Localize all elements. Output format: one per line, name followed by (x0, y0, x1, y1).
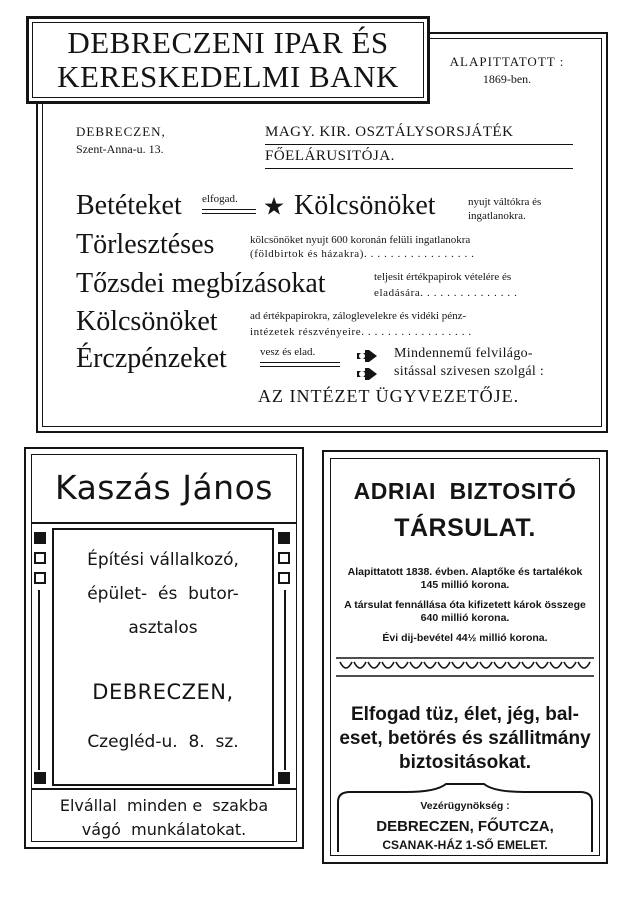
adriai-fact1-line1: Alapittatott 1838. évben. Alaptőke és tartalékok (347, 566, 583, 578)
adriai-agency-line1: DEBRECZEN, FŐUTCZA, (376, 818, 554, 835)
bank-street: Szent-Anna-u. 13. (76, 142, 164, 156)
bank-row2-note-line2: (földbirtok és házakra). . . . . . . . . . . . . . . . . (250, 248, 475, 260)
adriai-offer-line1: Elfogad tüz, élet, jég, bal- (350, 704, 580, 725)
row1-rule-b (202, 213, 256, 214)
bank-row2-main: Törlesztéses (76, 229, 215, 260)
adriai-offer-line3: biztositásokat. (399, 752, 531, 773)
kaszas-city: DEBRECZEN, (92, 680, 234, 704)
kaszas-line3: asztalos (128, 618, 198, 638)
ornament-band (336, 656, 594, 678)
bank-row2-note-line1: kölcsönöket nyujt 600 koronán felüli ingatlanokra (250, 234, 471, 246)
bank-row3-main: Tőzsdei megbízásokat (76, 268, 326, 299)
bank-row3-note-line1: teljesit értékpapirok vételére és (374, 271, 512, 283)
adriai-agency-line2: CSANAK-HÁZ 1-SŐ EMELET. (382, 838, 548, 852)
ornament-square-filled (34, 532, 46, 544)
pointing-hand-icon (356, 366, 378, 382)
ornament-square-filled (278, 772, 290, 784)
row5-rule-a (260, 362, 340, 363)
bank-founded-line1: ALAPITTATOTT : (449, 54, 565, 69)
bank-row4-note-line1: ad értékpapirokra, záloglevelekre és vidéki pénz- (250, 310, 467, 322)
kaszas-footer-line2: vágó munkálatokat. (81, 820, 247, 839)
adriai-fact1-line2: 145 millió korona. (420, 579, 510, 591)
bank-row1-main: Betéteket (76, 190, 182, 221)
kaszas-left-bar (38, 590, 40, 770)
bank-row1-note-line1: nyujt váltókra és (468, 196, 542, 208)
kaszas-address: Czegléd-u. 8. sz. (87, 732, 239, 752)
kaszas-name: Kaszás János (55, 468, 273, 507)
row1-rule-a (202, 209, 256, 210)
lottery-rule-2 (265, 168, 573, 169)
ornament-square-filled (278, 532, 290, 544)
bank-row4-note-line2: intézetek részvényeire. . . . . . . . . . . . . . . . . (250, 326, 472, 338)
bank-city: DEBRECZEN, (76, 124, 166, 139)
bank-lottery-line1: MAGY. KIR. OSZTÁLYSORSJÁTÉK (265, 124, 514, 140)
ornament-square (34, 572, 46, 584)
adriai-fact2-line2: 640 millió korona. (420, 612, 510, 624)
kaszas-name-rule (31, 522, 297, 524)
adriai-title-line1: ADRIAI BIZTOSITÓ (353, 478, 577, 504)
bank-title-line1: DEBRECZENI IPAR ÉS (67, 25, 389, 60)
bank-row5-main: Érczpénzeket (76, 343, 227, 374)
ornament-square (278, 572, 290, 584)
bank-lottery-line2: FŐELÁRUSITÓJA. (265, 148, 395, 164)
bank-row4-main: Kölcsönöket (76, 306, 218, 337)
star-icon (264, 196, 284, 216)
ornament-square-filled (34, 772, 46, 784)
bank-signature: AZ INTÉZET ÜGYVEZETŐJE. (258, 386, 520, 406)
lottery-rule (265, 144, 573, 145)
bank-row1-note-line2: ingatlanokra. (468, 210, 526, 222)
kaszas-footer-rule (31, 788, 297, 790)
pointing-hand-icon (356, 348, 378, 364)
bank-row1-main2: Kölcsönöket (294, 190, 436, 221)
ornament-square (34, 552, 46, 564)
bank-row5-note-line2: sitással szivesen szolgál : (394, 364, 545, 379)
bank-title-line2: KERESKEDELMI BANK (57, 59, 399, 94)
row5-rule-b (260, 366, 340, 367)
bank-founded-line2: 1869-ben. (482, 72, 532, 86)
bank-row1-small: elfogad. (202, 193, 238, 205)
adriai-fact2-line1: A társulat fennállása óta kifizetett károk összege (344, 599, 586, 611)
bank-row3-note-line2: eladására. . . . . . . . . . . . . . . (374, 287, 518, 299)
adriai-agency-label: Vezérügynökség : (420, 800, 510, 812)
bank-row5-small: vesz és elad. (260, 346, 316, 358)
kaszas-line1: Építési vállalkozó, (87, 550, 239, 570)
ornament-square (278, 552, 290, 564)
kaszas-line2: épület- és butor- (87, 584, 239, 604)
kaszas-footer-line1: Elvállal minden e szakba (59, 796, 269, 815)
kaszas-right-bar (284, 590, 286, 770)
adriai-fact3: Évi dij-bevétel 44½ millió korona. (382, 632, 548, 644)
adriai-offer-line2: eset, betörés és szállitmány (339, 728, 591, 749)
adriai-title-line2: TÁRSULAT. (394, 514, 536, 542)
bank-row5-note-line1: Mindennemű felvilágo- (394, 346, 533, 361)
